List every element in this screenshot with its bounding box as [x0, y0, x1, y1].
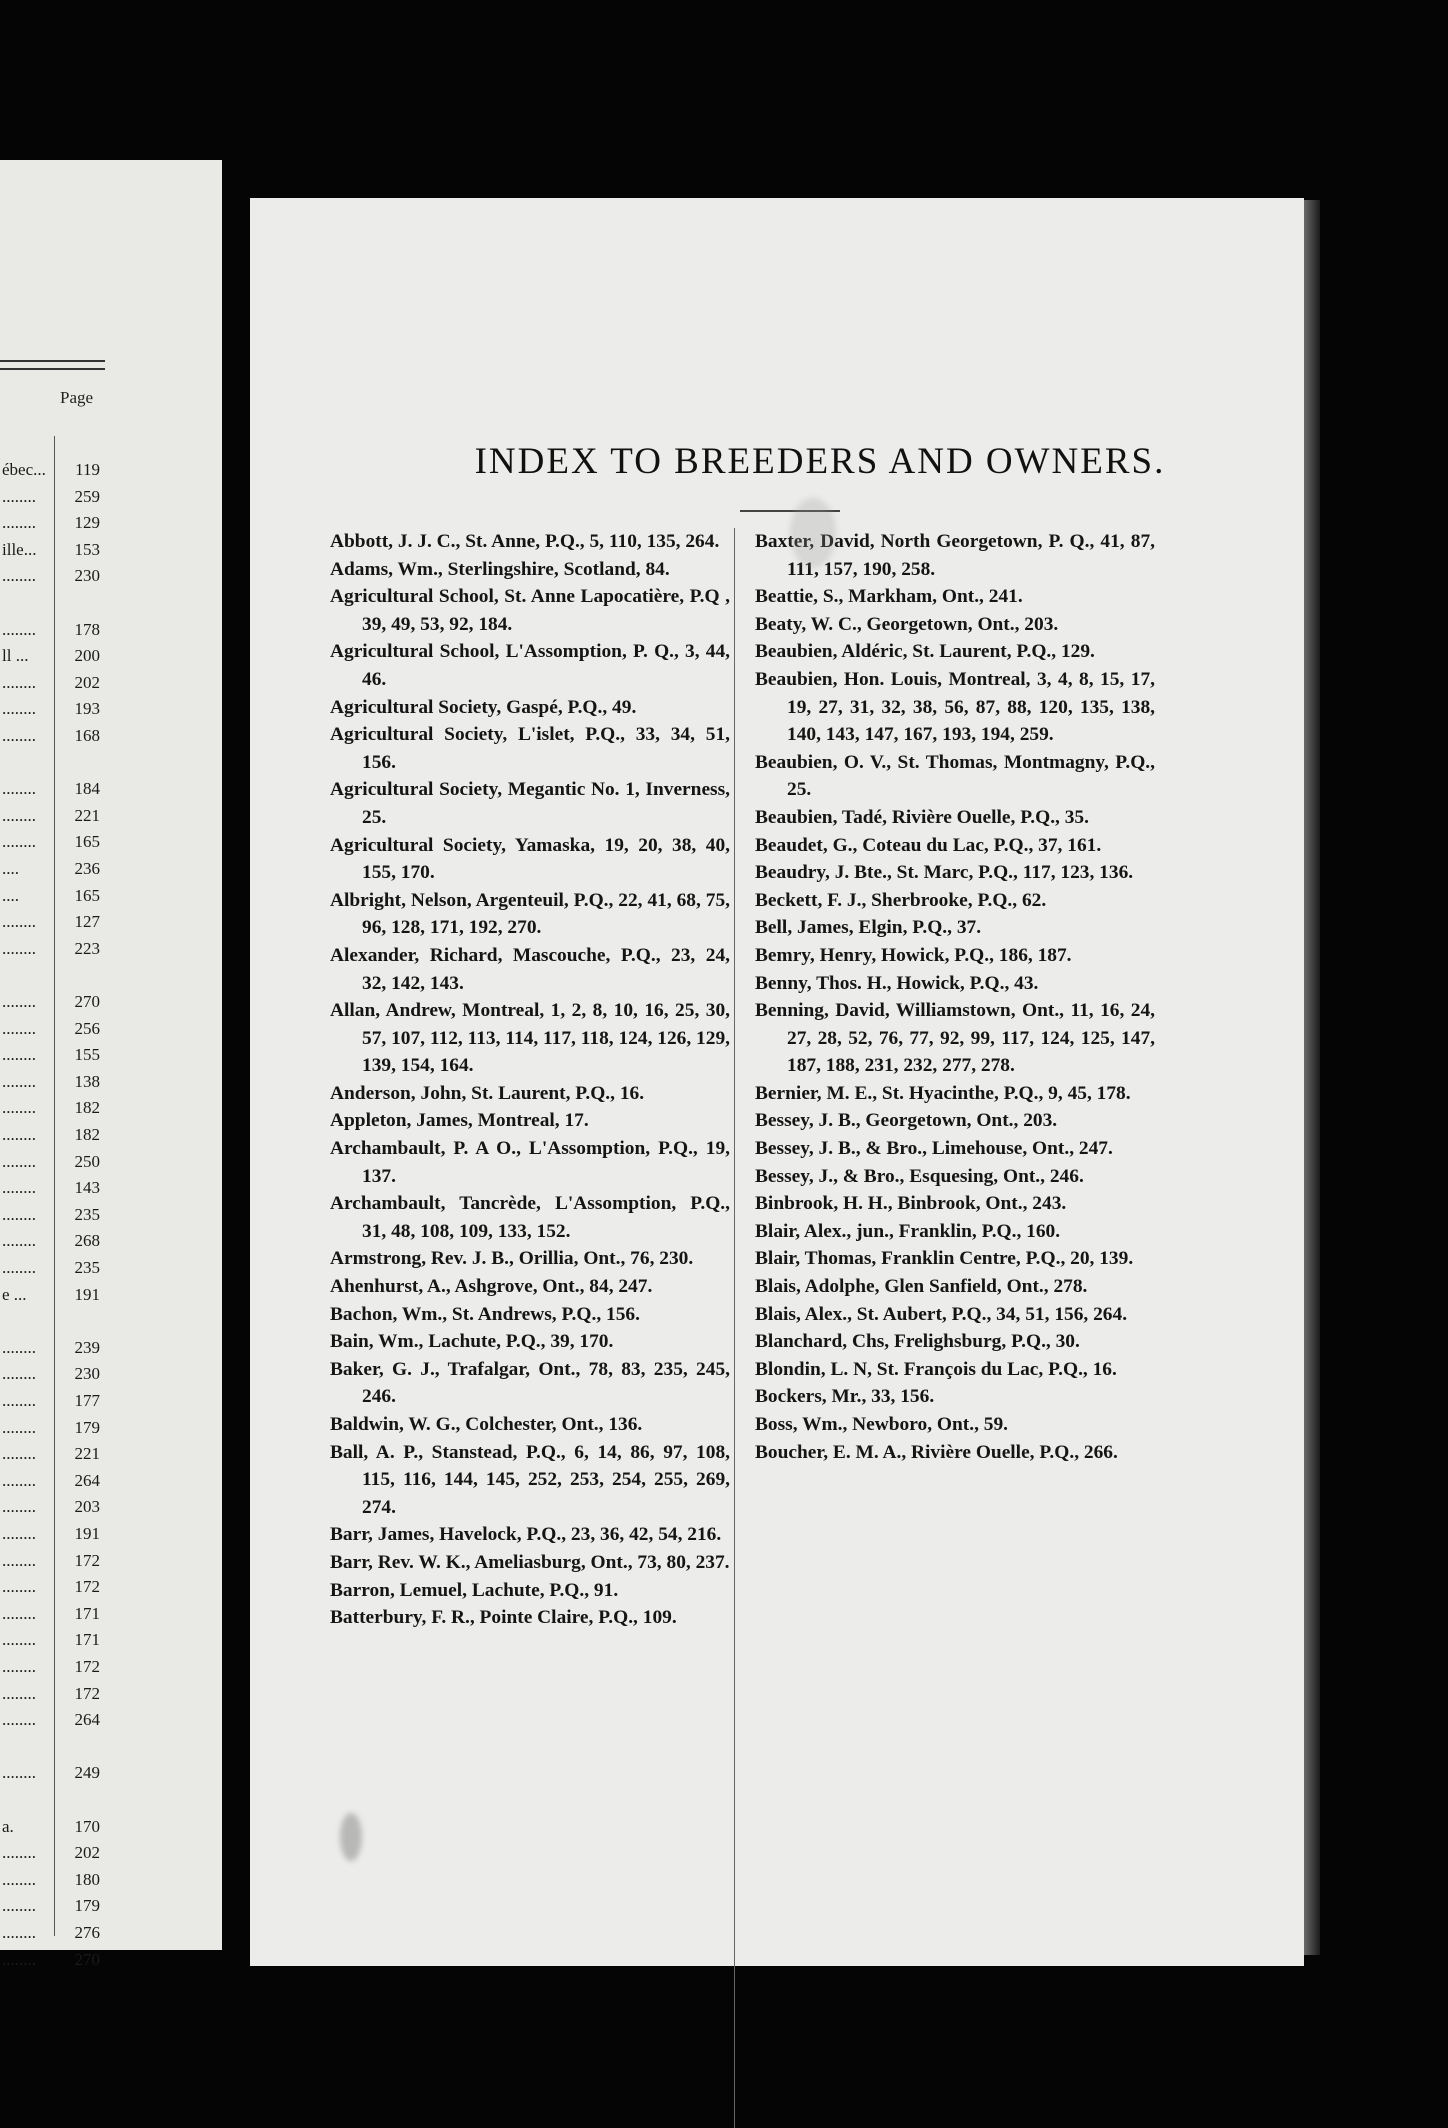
index-entry: Alexander, Richard, Mascouche, P.Q., 23, 24, 32, 142, 143. [330, 944, 730, 994]
left-index-row [0, 1152, 100, 1178]
left-row-page-number: 127 [74, 912, 100, 932]
index-entry: Beaubien, Aldéric, St. Laurent, P.Q., 129. [755, 641, 1095, 663]
left-row-page-number: 230 [74, 1364, 100, 1384]
left-row-fragment: ........ [2, 1444, 36, 1464]
index-entry: Agricultural Society, Gaspé, P.Q., 49. [330, 696, 637, 718]
index-entry: Binbrook, H. H., Binbrook, Ont., 243. [755, 1193, 1067, 1215]
index-entry: Bell, James, Elgin, P.Q., 37. [755, 917, 982, 939]
left-row-page-number: 202 [74, 672, 100, 692]
left-index-row [0, 1418, 100, 1444]
left-row-page-number: 236 [74, 859, 100, 878]
index-page [250, 198, 1304, 1966]
left-index-row [0, 1178, 100, 1204]
left-row-fragment: ........ [2, 1497, 36, 1517]
left-index-row [0, 1125, 100, 1151]
index-entry: Beaudet, G., Coteau du Lac, P.Q., 37, 161. [755, 834, 1102, 856]
left-index-row [0, 806, 100, 832]
index-entry: Bessey, J. B., Georgetown, Ont., 203. [755, 1110, 1058, 1132]
left-index-row [0, 1444, 100, 1470]
left-index-row [0, 992, 100, 1018]
left-row-page-number: 235 [74, 1258, 100, 1277]
left-row-fragment: .... [2, 885, 19, 905]
left-index-row [0, 1577, 100, 1603]
index-entry: Barron, Lemuel, Lachute, P.Q., 91. [330, 1579, 619, 1601]
left-row-fragment: ........ [2, 1258, 36, 1277]
left-index-row [0, 1710, 100, 1736]
left-row-page-number: 203 [74, 1497, 100, 1517]
left-row-fragment: ........ [2, 1337, 36, 1357]
index-entry: Bockers, Mr., 33, 156. [755, 1386, 935, 1408]
left-row-page-number: 165 [74, 832, 100, 852]
left-index-row [0, 513, 100, 539]
left-row-fragment: ........ [2, 1843, 36, 1863]
left-index-row [0, 1364, 100, 1390]
left-row-fragment: ........ [2, 486, 36, 506]
left-index-row [0, 1285, 100, 1311]
index-entry: Boucher, E. M. A., Rivière Ouelle, P.Q., 266. [755, 1441, 1118, 1463]
index-entry: Baker, G. J., Trafalgar, Ont., 78, 83, 235, 245, 246. [330, 1358, 730, 1408]
left-index-row [0, 1391, 100, 1417]
left-index-row [0, 832, 100, 858]
left-index-row [0, 1072, 100, 1098]
ink-smudge [340, 1813, 362, 1861]
left-row-fragment: ille... [2, 539, 37, 559]
left-index-row [0, 487, 100, 513]
left-row-page-number: 264 [74, 1710, 100, 1730]
left-row-fragment: e ... [2, 1284, 27, 1304]
left-row-page-number: 138 [74, 1071, 100, 1091]
left-index-row [0, 460, 100, 486]
left-row-fragment: ........ [2, 726, 36, 745]
index-entry: Bessey, J. B., & Bro., Limehouse, Ont., 247. [755, 1138, 1113, 1160]
left-row-page-number: 171 [74, 1630, 100, 1650]
left-row-page-number: 250 [74, 1151, 100, 1171]
left-row-fragment: ........ [2, 1098, 36, 1118]
left-row-fragment: ........ [2, 1896, 36, 1916]
left-index-row [0, 1870, 100, 1896]
left-row-fragment: ........ [2, 1178, 36, 1198]
index-entry: Agricultural Society, Yamaska, 19, 20, 38, 40, 155, 170. [330, 834, 730, 884]
left-row-page-number: 259 [74, 486, 100, 506]
left-row-fragment: ........ [2, 832, 36, 852]
left-index-row [0, 1311, 100, 1337]
index-entry: Beaubien, Hon. Louis, Montreal, 3, 4, 8, 15, 17, 19, 27, 31, 32, 38, 56, 87, 88, 120, 135, 138, 140, 143, 147, 167, 193, 194, 259. [755, 668, 1155, 746]
left-row-page-number: 230 [74, 566, 100, 586]
index-entry: Agricultural Society, L'islet, P.Q., 33, 34, 51, 156. [330, 724, 730, 773]
top-rule [0, 360, 105, 362]
left-index-row [0, 1471, 100, 1497]
left-row-page-number: 155 [74, 1045, 100, 1065]
left-row-page-number: 239 [74, 1337, 100, 1357]
index-entry: Beattie, S., Markham, Ont., 241. [755, 586, 1023, 608]
left-index-row [0, 1843, 100, 1869]
left-row-page-number: 178 [74, 619, 100, 639]
index-column-left [330, 528, 730, 1632]
left-row-page-number: 221 [74, 1444, 100, 1464]
index-entry: Allan, Andrew, Montreal, 1, 2, 8, 10, 16, 25, 30, 57, 107, 112, 113, 114, 117, 118, 124, 126, 129, 139, 154, 164. [330, 1000, 730, 1077]
index-entry: Agricultural Society, Megantic No. 1, Inverness, 25. [330, 779, 730, 828]
page-column-header: Page [60, 388, 94, 407]
left-row-fragment: ........ [2, 1763, 36, 1783]
index-entry: Bessey, J., & Bro., Esquesing, Ont., 246. [755, 1165, 1084, 1187]
left-row-page-number: 249 [74, 1763, 100, 1783]
left-row-fragment: ........ [2, 1204, 36, 1224]
left-index-row [0, 699, 100, 725]
left-index-row [0, 1684, 100, 1710]
left-row-fragment: ........ [2, 699, 36, 719]
index-entry: Archambault, Tancrède, L'Assomption, P.Q., 31, 48, 108, 109, 133, 152. [330, 1193, 730, 1242]
left-index-row [0, 886, 100, 912]
left-row-page-number: 276 [74, 1923, 100, 1942]
column-divider [734, 528, 735, 2128]
index-entry: Boss, Wm., Newboro, Ont., 59. [755, 1414, 1008, 1435]
left-row-page-number: 172 [74, 1683, 100, 1703]
left-index-row [0, 1524, 100, 1550]
left-index-row [0, 753, 100, 779]
left-index-row [0, 566, 100, 592]
left-row-page-number: 172 [74, 1657, 100, 1676]
left-row-page-number: 165 [74, 885, 100, 905]
left-index-row [0, 1338, 100, 1364]
left-index-row [0, 912, 100, 938]
index-entry: Ball, A. P., Stanstead, P.Q., 6, 14, 86, 97, 108, 115, 116, 144, 145, 252, 253, 254, 255, 269, 274. [330, 1441, 730, 1518]
left-row-page-number: 221 [74, 805, 100, 825]
left-row-fragment: ........ [2, 938, 36, 958]
left-row-fragment: ll ... [2, 646, 29, 666]
left-row-page-number: 200 [74, 646, 100, 666]
left-row-fragment: ........ [2, 1949, 36, 1969]
left-row-fragment: ........ [2, 1524, 36, 1543]
index-entry: Armstrong, Rev. J. B., Orillia, Ont., 76, 230. [330, 1248, 694, 1270]
left-row-page-number: 177 [74, 1391, 100, 1410]
left-row-page-number: 202 [74, 1843, 100, 1863]
left-index-row [0, 620, 100, 646]
left-row-fragment: ........ [2, 912, 36, 932]
left-row-page-number: 153 [74, 539, 100, 559]
left-index-row [0, 1551, 100, 1577]
index-entry: Blair, Alex., jun., Franklin, P.Q., 160. [755, 1220, 1061, 1242]
index-entry: Blais, Alex., St. Aubert, P.Q., 34, 51, 156, 264. [755, 1303, 1128, 1325]
index-entry: Beaubien, O. V., St. Thomas, Montmagny, P.Q., 25. [755, 751, 1155, 801]
left-index-row [0, 1896, 100, 1922]
index-entry: Beckett, F. J., Sherbrooke, P.Q., 62. [755, 889, 1047, 911]
left-row-fragment: ........ [2, 1151, 36, 1171]
index-entry: Beaubien, Tadé, Rivière Ouelle, P.Q., 35. [755, 806, 1089, 828]
left-row-fragment: ébec... [2, 460, 46, 479]
left-index-row [0, 1817, 100, 1843]
index-entry: Archambault, P. A O., L'Assomption, P.Q., 19, 137. [330, 1138, 730, 1187]
index-entry: Barr, Rev. W. K., Ameliasburg, Ont., 73, 80, 237. [330, 1551, 730, 1573]
index-entry: Blanchard, Chs, Frelighsburg, P.Q., 30. [755, 1331, 1080, 1353]
left-index-row [0, 1231, 100, 1257]
left-row-page-number: 172 [74, 1577, 100, 1597]
left-row-page-number: 143 [74, 1178, 100, 1198]
left-row-page-number: 172 [74, 1550, 100, 1570]
left-index-row [0, 1258, 100, 1284]
index-entry: Beaudry, J. Bte., St. Marc, P.Q., 117, 123, 136. [755, 862, 1134, 884]
left-row-page-number: 256 [74, 1018, 100, 1038]
index-entry: Bernier, M. E., St. Hyacinthe, P.Q., 9, 45, 178. [755, 1082, 1131, 1104]
index-entry: Barr, James, Havelock, P.Q., 23, 36, 42, 54, 216. [330, 1524, 722, 1546]
index-entry: Batterbury, F. R., Pointe Claire, P.Q., 109. [330, 1607, 677, 1629]
left-row-page-number: 264 [74, 1470, 100, 1490]
left-row-page-number: 268 [74, 1231, 100, 1251]
index-entry: Anderson, John, St. Laurent, P.Q., 16. [330, 1082, 645, 1104]
left-row-fragment: ........ [2, 1603, 36, 1623]
index-entry: Baldwin, W. G., Colchester, Ont., 136. [330, 1414, 643, 1435]
page-edge [1304, 200, 1320, 1955]
left-row-page-number: 170 [74, 1816, 100, 1836]
left-row-fragment: ........ [2, 1630, 36, 1650]
index-entry: Beaty, W. C., Georgetown, Ont., 203. [755, 613, 1059, 635]
left-row-fragment: .... [2, 859, 19, 878]
index-entry: Bain, Wm., Lachute, P.Q., 39, 170. [330, 1331, 614, 1353]
left-row-fragment: ........ [2, 805, 36, 825]
left-row-fragment: ........ [2, 1869, 36, 1889]
index-entry: Ahenhurst, A., Ashgrove, Ont., 84, 247. [330, 1276, 653, 1298]
left-index-row [0, 859, 100, 885]
left-row-page-number: 182 [74, 1098, 100, 1118]
ink-smudge [790, 498, 836, 568]
left-index-row [0, 1497, 100, 1523]
left-index-row [0, 939, 100, 965]
left-index-row [0, 1098, 100, 1124]
left-row-fragment: ........ [2, 1550, 36, 1570]
left-row-page-number: 179 [74, 1417, 100, 1437]
left-row-fragment: a. [2, 1816, 14, 1836]
left-row-page-number: 193 [74, 699, 100, 719]
left-row-page-number: 223 [74, 938, 100, 958]
left-row-page-number: 184 [74, 779, 100, 799]
index-entry: Benning, David, Williamstown, Ont., 11, 16, 24, 27, 28, 52, 76, 77, 92, 99, 117, 124, 125, 147, 187, 188, 231, 232, 277, 278. [755, 1000, 1155, 1077]
left-row-fragment: ........ [2, 1683, 36, 1703]
left-row-page-number: 191 [74, 1284, 100, 1304]
index-entry: Abbott, J. J. C., St. Anne, P.Q., 5, 110, 135, 264. [330, 531, 720, 552]
left-index-row [0, 1657, 100, 1683]
left-index-row [0, 779, 100, 805]
left-row-page-number: 119 [75, 460, 100, 479]
left-row-fragment: ........ [2, 513, 36, 533]
index-entry: Agricultural School, L'Assomption, P. Q., 3, 44, 46. [330, 641, 730, 690]
left-row-page-number: 129 [74, 513, 100, 533]
index-entry: Adams, Wm., Sterlingshire, Scotland, 84. [330, 558, 670, 580]
left-index-row [0, 1019, 100, 1045]
left-row-page-number: 180 [74, 1869, 100, 1889]
left-index-row [0, 1737, 100, 1763]
left-row-page-number: 168 [74, 726, 100, 745]
left-index-row [0, 1630, 100, 1656]
index-column-right [755, 528, 1155, 1466]
left-row-fragment: ........ [2, 1231, 36, 1251]
left-index-row [0, 1763, 100, 1789]
left-row-page-number: 270 [74, 1949, 100, 1969]
index-entry: Agricultural School, St. Anne Lapocatière, P.Q , 39, 49, 53, 92, 184. [330, 586, 730, 635]
left-row-page-number: 171 [74, 1603, 100, 1623]
left-row-page-number: 182 [74, 1125, 100, 1144]
index-entry: Bachon, Wm., St. Andrews, P.Q., 156. [330, 1303, 640, 1325]
left-page-fragment [0, 160, 222, 1969]
left-row-page-number: 235 [74, 1204, 100, 1224]
left-index-row [0, 593, 100, 619]
index-entry: Benny, Thos. H., Howick, P.Q., 43. [755, 972, 1039, 994]
left-row-fragment: ........ [2, 1923, 36, 1942]
left-row-fragment: ........ [2, 1470, 36, 1490]
left-row-fragment: ........ [2, 1364, 36, 1384]
page-title: INDEX TO BREEDERS AND OWNERS. [474, 441, 1166, 482]
index-entry: Blondin, L. N, St. François du Lac, P.Q., 16. [755, 1358, 1117, 1380]
left-row-fragment: ........ [2, 619, 36, 639]
left-row-page-number: 179 [74, 1896, 100, 1916]
index-entry: Blair, Thomas, Franklin Centre, P.Q., 20, 139. [755, 1248, 1134, 1270]
left-row-fragment: ........ [2, 1391, 36, 1410]
top-rule-double [0, 368, 105, 370]
index-entry: Albright, Nelson, Argenteuil, P.Q., 22, 41, 68, 75, 96, 128, 171, 192, 270. [330, 889, 730, 939]
left-row-fragment: ........ [2, 992, 36, 1011]
left-row-fragment: ........ [2, 1657, 36, 1676]
left-row-fragment: ........ [2, 1071, 36, 1091]
left-row-fragment: ........ [2, 1018, 36, 1038]
left-row-page-number: 191 [74, 1524, 100, 1543]
left-row-fragment: ........ [2, 566, 36, 586]
left-index-row [0, 1923, 100, 1949]
left-index-row [0, 646, 100, 672]
index-entry: Blais, Adolphe, Glen Sanfield, Ont., 278. [755, 1276, 1088, 1298]
left-index-row [0, 1045, 100, 1071]
left-index-row [0, 1604, 100, 1630]
index-entry: Bemry, Henry, Howick, P.Q., 186, 187. [755, 944, 1072, 966]
left-row-fragment: ........ [2, 1045, 36, 1065]
left-index-row [0, 726, 100, 752]
left-row-fragment: ........ [2, 1125, 36, 1144]
left-index-row [0, 673, 100, 699]
left-row-fragment: ........ [2, 779, 36, 799]
index-entry: Appleton, James, Montreal, 17. [330, 1110, 589, 1132]
left-row-fragment: ........ [2, 672, 36, 692]
left-index-row [0, 540, 100, 566]
left-index-row [0, 1790, 100, 1816]
left-index-row [0, 1205, 100, 1231]
left-row-fragment: ........ [2, 1710, 36, 1730]
index-entry: Baxter, David, North Georgetown, P. Q., 41, 87, 111, 157, 190, 258. [755, 531, 1155, 580]
left-row-fragment: ........ [2, 1417, 36, 1437]
left-index-row [0, 1950, 100, 1976]
left-row-fragment: ........ [2, 1577, 36, 1597]
left-index-row [0, 965, 100, 991]
left-row-page-number: 270 [74, 992, 100, 1011]
